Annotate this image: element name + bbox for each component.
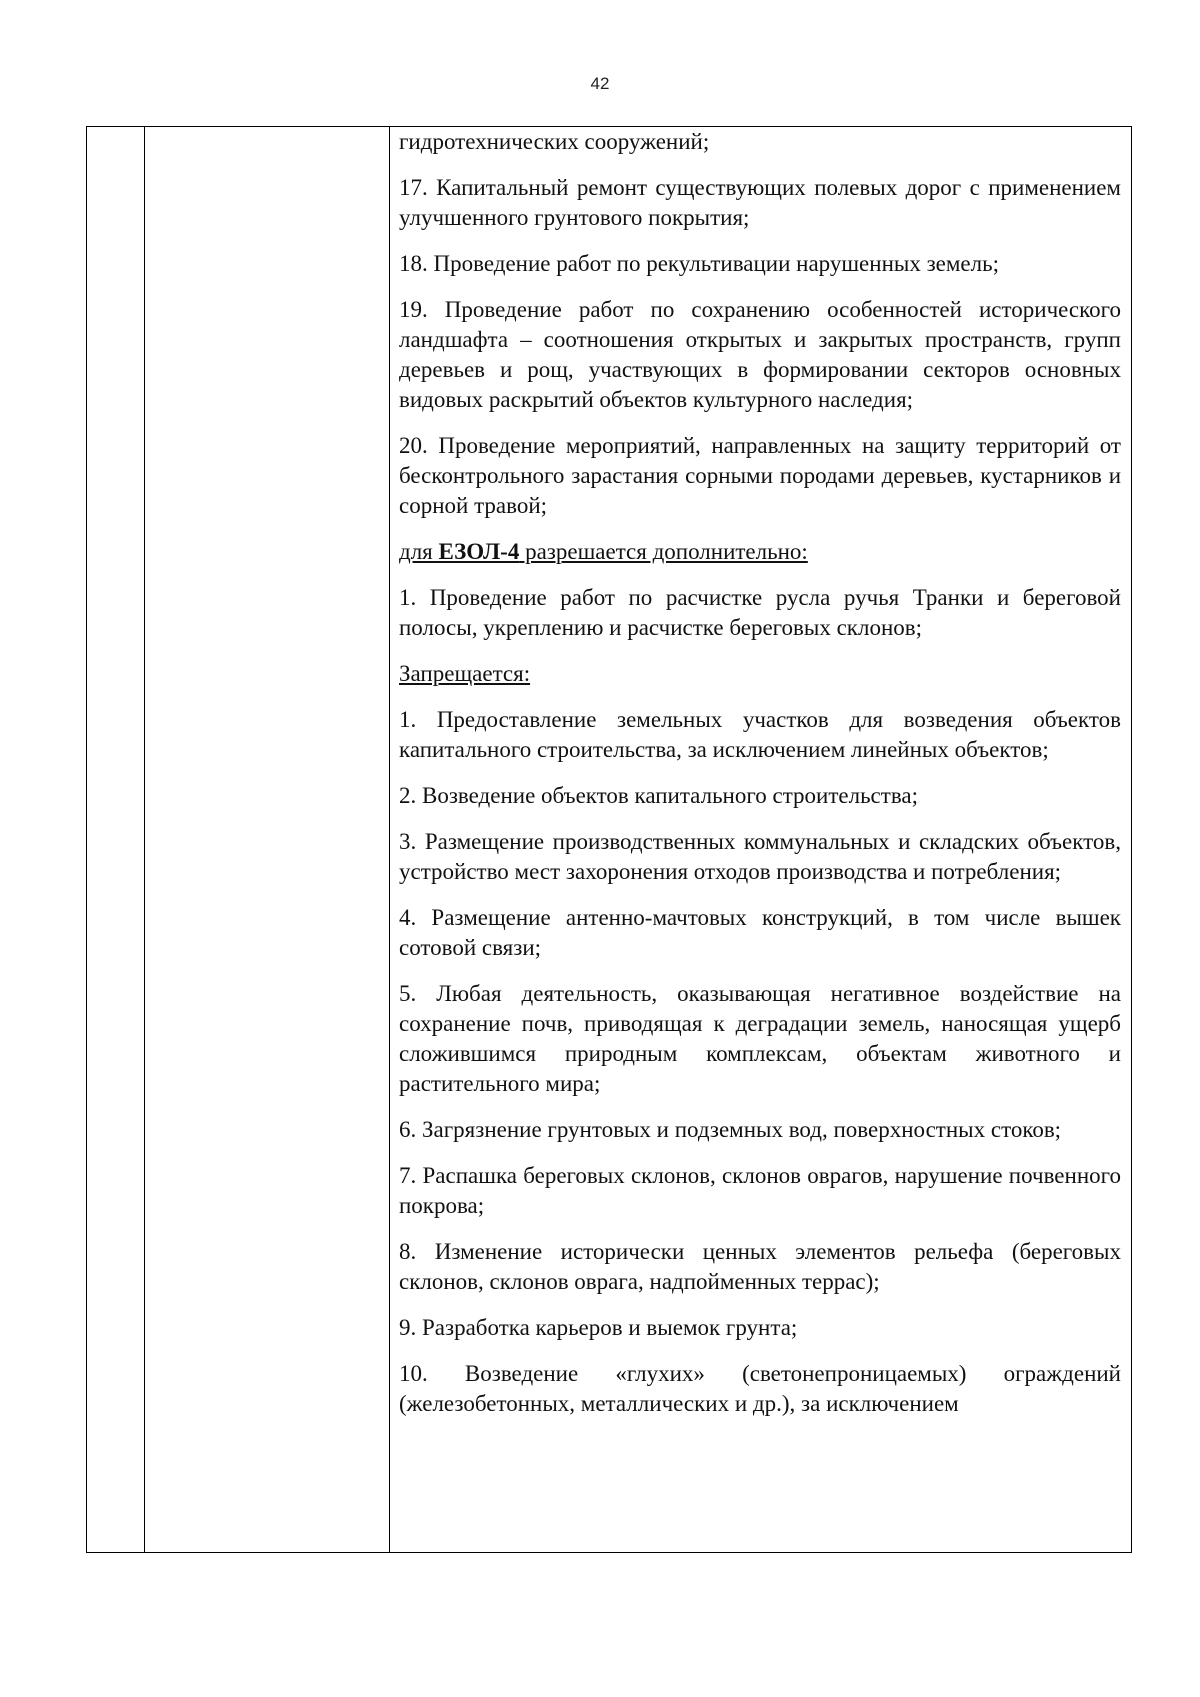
regulation-table bbox=[86, 126, 1132, 1553]
paragraph: 19. Проведение работ по сохранению особенностей исторического ландшафта – соотношения открытых и закрытых пространств, групп деревьев и рощ, участвующих в формировании секторов основных видовых раскрытий объектов культурного наследия; bbox=[399, 297, 1121, 412]
prohibited-item: 8. Изменение исторически ценных элементов рельефа (береговых склонов, склонов оврага, надпойменных террас); bbox=[399, 1239, 1121, 1294]
prohibited-item: 4. Размещение антенно-мачтовых конструкций, в том числе вышек сотовой связи; bbox=[399, 905, 1121, 960]
paragraph: 17. Капитальный ремонт существующих полевых дорог с применением улучшенного грунтового покрытия; bbox=[399, 175, 1121, 230]
paragraph: гидротехнических сооружений; bbox=[399, 129, 710, 154]
prohibited-item: 2. Возведение объектов капитального строительства; bbox=[399, 783, 918, 808]
prohibited-item: 9. Разработка карьеров и выемок грунта; bbox=[399, 1315, 798, 1340]
paragraph: 18. Проведение работ по рекультивации нарушенных земель; bbox=[399, 251, 999, 276]
column-divider-1 bbox=[144, 127, 145, 1552]
prohibited-item: 6. Загрязнение грунтовых и подземных вод, поверхностных стоков; bbox=[399, 1117, 1062, 1142]
prohibited-item: 3. Размещение производственных коммунальных и складских объектов, устройство мест захоронения отходов производства и потребления; bbox=[399, 829, 1121, 884]
prohibited-item: 1. Предоставление земельных участков для возведения объектов капитального строительства, за исключением линейных объектов; bbox=[399, 707, 1121, 762]
table-cell-content bbox=[399, 127, 1121, 1552]
prohibited-item: 10. Возведение «глухих» (светонепроницаемых) ограждений (железобетонных, металлических и др.), за исключением bbox=[399, 1361, 1121, 1416]
prohibited-item: 5. Любая деятельность, оказывающая негативное воздействие на сохранение почв, приводящая к деградации земель, наносящая ущерб сложившимся природным комплексам, объектам животного и растительного мира; bbox=[399, 981, 1121, 1096]
ezol4-heading bbox=[399, 537, 1121, 567]
prohibited-item: 7. Распашка береговых склонов, склонов оврагов, нарушение почвенного покрова; bbox=[399, 1163, 1121, 1218]
prohibited-heading: Запрещается: bbox=[399, 661, 531, 686]
column-divider-2 bbox=[389, 127, 390, 1552]
page-number: 42 bbox=[590, 74, 610, 93]
ezol4-heading-suffix: разрешается дополнительно: bbox=[519, 539, 808, 564]
ezol4-heading-prefix: для bbox=[399, 539, 439, 564]
paragraph: 20. Проведение мероприятий, направленных на защиту территорий от бесконтрольного зарастания сорными породами деревьев, кустарников и сорной травой; bbox=[399, 433, 1121, 518]
ezol4-item: 1. Проведение работ по расчистке русла ручья Транки и береговой полосы, укреплению и расчистке береговых склонов; bbox=[399, 585, 1121, 640]
ezol4-heading-zone: ЕЗОЛ-4 bbox=[438, 539, 520, 564]
